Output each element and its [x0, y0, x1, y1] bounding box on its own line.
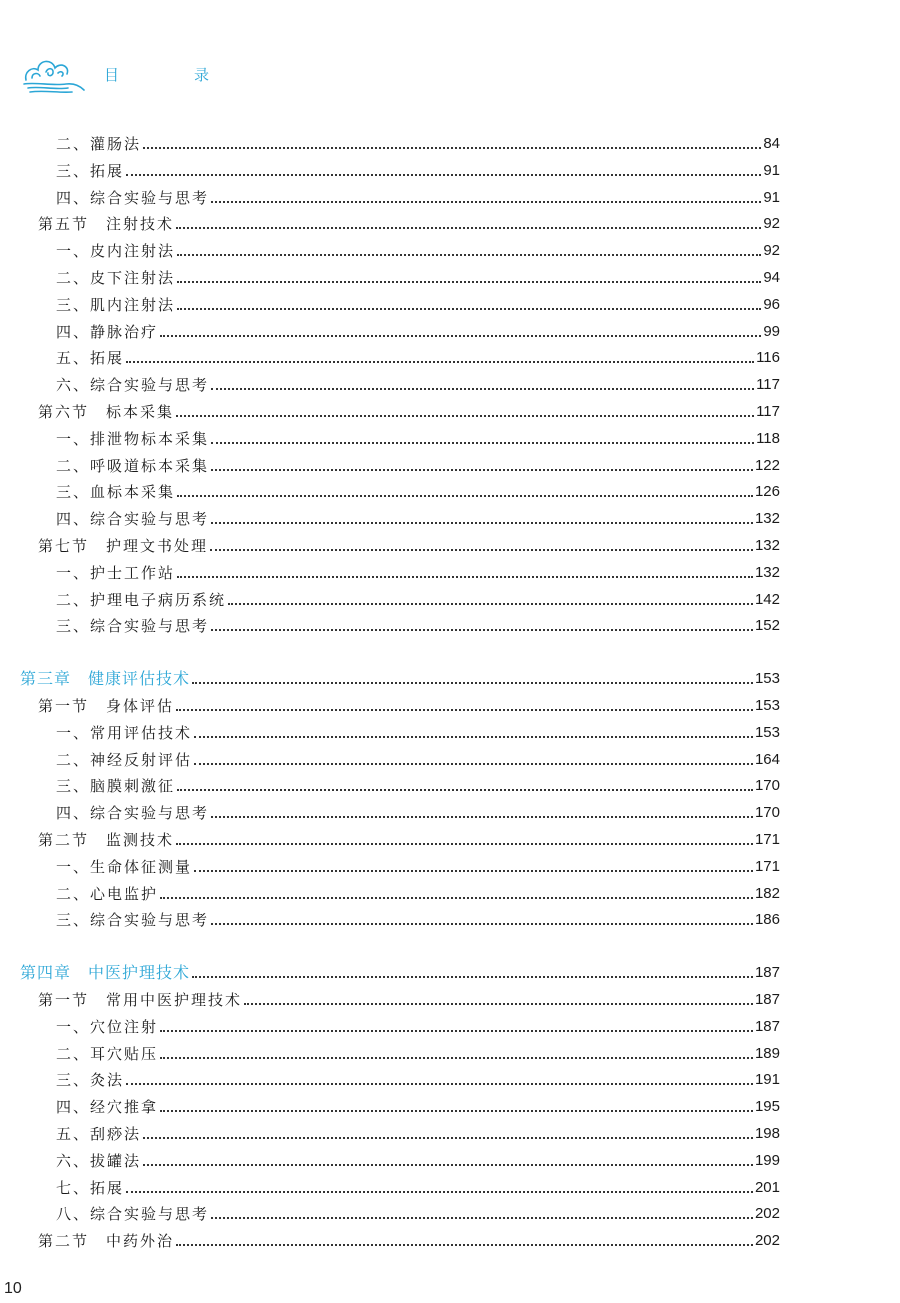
toc-entry-page: 122	[754, 456, 780, 474]
toc-subsection-entry[interactable]	[56, 132, 780, 154]
toc-subsection-entry[interactable]	[56, 1068, 780, 1090]
toc-entry-page: 170	[754, 777, 780, 795]
toc-section-entry[interactable]	[38, 534, 780, 556]
toc-entry-page: 187	[754, 964, 780, 982]
toc-entry-page: 191	[754, 1071, 780, 1089]
dot-leader	[177, 789, 753, 791]
toc-entry-label: 第二节 中药外治	[38, 1232, 175, 1251]
toc-entry-label: 二、呼吸道标本采集	[56, 456, 210, 475]
toc-entry-page: 116	[756, 349, 780, 367]
toc-entry-page: 92	[763, 215, 780, 233]
toc-entry-label: 四、经穴推拿	[56, 1098, 159, 1117]
dot-leader	[126, 174, 761, 176]
toc-subsection-entry[interactable]	[56, 908, 780, 930]
toc-entry-label: 六、拔罐法	[56, 1151, 142, 1170]
dot-leader	[211, 522, 753, 524]
toc-subsection-entry[interactable]	[56, 346, 780, 368]
dot-leader	[176, 415, 754, 417]
toc-entry-page: 189	[754, 1044, 780, 1062]
toc-entry-label: 三、拓展	[56, 161, 125, 180]
toc-entry-label: 七、拓展	[56, 1178, 125, 1197]
toc-entry-label: 第四章 中医护理技术	[20, 963, 191, 983]
toc-entry-page: 126	[754, 483, 780, 501]
toc-subsection-entry[interactable]	[56, 454, 780, 476]
toc-entry-page: 152	[754, 617, 780, 635]
toc-subsection-entry[interactable]	[56, 1149, 780, 1171]
toc-entry-page: 195	[754, 1098, 780, 1116]
toc-entry-label: 八、综合实验与思考	[56, 1205, 210, 1224]
toc-section-entry[interactable]	[38, 400, 780, 422]
dot-leader	[176, 843, 753, 845]
toc-chapter-entry[interactable]	[20, 961, 780, 983]
dot-leader	[143, 147, 761, 149]
toc-entry-page: 170	[754, 804, 780, 822]
toc-section-entry[interactable]	[38, 988, 780, 1010]
dot-leader	[192, 976, 753, 978]
toc-entry-label: 二、耳穴贴压	[56, 1044, 159, 1063]
toc-subsection-entry[interactable]	[56, 774, 780, 796]
dot-leader	[160, 1057, 753, 1059]
toc-entry-page: 91	[763, 188, 780, 206]
dot-leader	[160, 1030, 753, 1032]
dot-leader	[211, 1217, 753, 1219]
toc-entry-label: 六、综合实验与思考	[56, 376, 210, 395]
toc-entry-label: 三、综合实验与思考	[56, 911, 210, 930]
dot-leader	[211, 629, 753, 631]
dot-leader	[177, 576, 753, 578]
dot-leader	[176, 709, 753, 711]
toc-entry-page: 171	[754, 831, 780, 848]
toc-entry-page: 171	[754, 857, 780, 875]
dot-leader	[211, 388, 754, 390]
toc-entry-label: 一、常用评估技术	[56, 723, 193, 742]
toc-subsection-entry[interactable]	[56, 1015, 780, 1037]
toc-entry-page: 198	[754, 1125, 780, 1142]
toc-entry-page: 117	[756, 376, 780, 394]
toc-entry-page: 142	[754, 590, 780, 608]
toc-entry-page: 202	[754, 1232, 780, 1250]
toc-entry-label: 一、排泄物标本采集	[56, 429, 210, 448]
dot-leader	[194, 870, 753, 872]
dot-leader	[211, 816, 753, 818]
toc-entry-label: 第二节 监测技术	[38, 831, 175, 849]
toc-subsection-entry[interactable]	[56, 882, 780, 904]
dot-leader	[176, 227, 761, 229]
toc-entry-label: 四、静脉治疗	[56, 322, 159, 341]
toc-section-entry[interactable]	[38, 1229, 780, 1251]
toc-entry-label: 三、肌内注射法	[56, 295, 176, 314]
toc-entry-page: 202	[754, 1205, 780, 1223]
dot-leader	[177, 308, 761, 310]
toc-entry-page: 96	[763, 295, 780, 313]
toc-entry-page: 92	[763, 242, 780, 260]
toc-chapter-entry[interactable]	[20, 667, 780, 689]
toc-entry-label: 三、灸法	[56, 1071, 125, 1090]
toc-entry-label: 四、综合实验与思考	[56, 188, 210, 207]
toc-entry-label: 一、皮内注射法	[56, 242, 176, 261]
toc-entry-label: 第三章 健康评估技术	[20, 669, 191, 689]
toc-entry-page: 91	[763, 161, 780, 179]
dot-leader	[244, 1003, 753, 1005]
dot-leader	[160, 897, 753, 899]
toc-subsection-entry[interactable]	[56, 239, 780, 261]
toc-subsection-entry[interactable]	[56, 266, 780, 288]
toc-entry-page: 186	[754, 911, 780, 929]
toc-entry-label: 二、神经反射评估	[56, 750, 193, 769]
toc-entry-page: 153	[754, 670, 780, 688]
dot-leader	[126, 361, 754, 363]
toc-entry-label: 一、穴位注射	[56, 1017, 159, 1036]
toc-subsection-entry[interactable]	[56, 373, 780, 395]
cloud-ornament-icon	[22, 52, 86, 94]
dot-leader	[177, 495, 753, 497]
toc-subsection-entry[interactable]	[56, 801, 780, 823]
dot-leader	[211, 923, 753, 925]
toc-subsection-entry[interactable]	[56, 159, 780, 181]
dot-leader	[211, 469, 753, 471]
dot-leader	[192, 682, 753, 684]
toc-subsection-entry[interactable]	[56, 320, 780, 342]
toc-entry-page: 153	[754, 697, 780, 714]
toc-subsection-entry[interactable]	[56, 748, 780, 770]
toc-subsection-entry[interactable]	[56, 480, 780, 502]
toc-entry-label: 二、灌肠法	[56, 135, 142, 153]
toc-subsection-entry[interactable]	[56, 1176, 780, 1198]
dot-leader	[211, 442, 754, 444]
dot-leader	[194, 736, 753, 738]
toc-entry-page: 187	[754, 991, 780, 1008]
toc-entry-label: 四、综合实验与思考	[56, 510, 210, 529]
dot-leader	[126, 1083, 753, 1085]
toc-entry-label: 二、皮下注射法	[56, 269, 176, 287]
toc-entry-label: 第六节 标本采集	[38, 403, 175, 421]
toc-subsection-entry[interactable]	[56, 614, 780, 636]
toc-entry-label: 四、综合实验与思考	[56, 804, 210, 823]
toc-entry-label: 三、脑膜刺激征	[56, 777, 176, 796]
toc-entry-page: 84	[763, 135, 780, 152]
dot-leader	[160, 1110, 753, 1112]
toc-entry-page: 99	[763, 322, 780, 340]
dot-leader	[126, 1191, 753, 1193]
toc-entry-page: 132	[754, 537, 780, 554]
dot-leader	[176, 1244, 753, 1246]
toc-entry-page: 117	[756, 403, 780, 420]
toc-entry-page: 118	[756, 429, 780, 447]
toc-subsection-entry[interactable]	[56, 588, 780, 610]
toc-entry-page: 153	[754, 723, 780, 741]
toc-subsection-entry[interactable]	[56, 855, 780, 877]
toc-subsection-entry[interactable]	[56, 561, 780, 583]
toc-section-entry[interactable]	[38, 212, 780, 234]
toc-entry-label: 一、生命体征测量	[56, 857, 193, 876]
dot-leader	[211, 201, 761, 203]
page-header	[22, 52, 322, 96]
toc-entry-page: 132	[754, 510, 780, 528]
header-title: 目 录	[104, 66, 240, 84]
toc-subsection-entry[interactable]	[56, 1042, 780, 1064]
toc-entry-label: 五、拓展	[56, 349, 125, 368]
toc-subsection-entry[interactable]	[56, 186, 780, 208]
toc-entry-label: 第一节 身体评估	[38, 697, 175, 715]
toc-subsection-entry[interactable]	[56, 427, 780, 449]
dot-leader	[143, 1164, 753, 1166]
dot-leader	[210, 549, 753, 551]
toc-entry-label: 三、综合实验与思考	[56, 617, 210, 636]
page-number: 10	[4, 1280, 22, 1297]
toc-subsection-entry[interactable]	[56, 1095, 780, 1117]
toc-entry-page: 182	[754, 884, 780, 902]
toc-entry-label: 第五节 注射技术	[38, 215, 175, 234]
dot-leader	[160, 335, 761, 337]
dot-leader	[177, 254, 761, 256]
toc-entry-label: 第七节 护理文书处理	[38, 537, 209, 555]
toc-subsection-entry[interactable]	[56, 1122, 780, 1144]
toc-subsection-entry[interactable]	[56, 1202, 780, 1224]
toc-section-entry[interactable]	[38, 828, 780, 850]
toc-entry-page: 199	[754, 1151, 780, 1169]
toc-entry-page: 132	[754, 563, 780, 581]
toc-entry-label: 二、心电监护	[56, 884, 159, 903]
toc-entry-label: 一、护士工作站	[56, 563, 176, 582]
toc-entry-label: 二、护理电子病历系统	[56, 590, 227, 609]
toc-entry-page: 201	[754, 1178, 780, 1196]
toc-subsection-entry[interactable]	[56, 721, 780, 743]
toc-subsection-entry[interactable]	[56, 507, 780, 529]
dot-leader	[143, 1137, 753, 1139]
toc-entry-label: 五、刮痧法	[56, 1125, 142, 1143]
toc-entry-label: 第一节 常用中医护理技术	[38, 991, 243, 1009]
dot-leader	[228, 603, 753, 605]
toc-entry-page: 187	[754, 1017, 780, 1035]
toc-entry-page: 164	[754, 750, 780, 768]
toc-subsection-entry[interactable]	[56, 293, 780, 315]
toc-entry-label: 三、血标本采集	[56, 483, 176, 502]
dot-leader	[177, 281, 761, 283]
dot-leader	[194, 763, 753, 765]
toc-entry-page: 94	[763, 269, 780, 286]
toc-section-entry[interactable]	[38, 694, 780, 716]
